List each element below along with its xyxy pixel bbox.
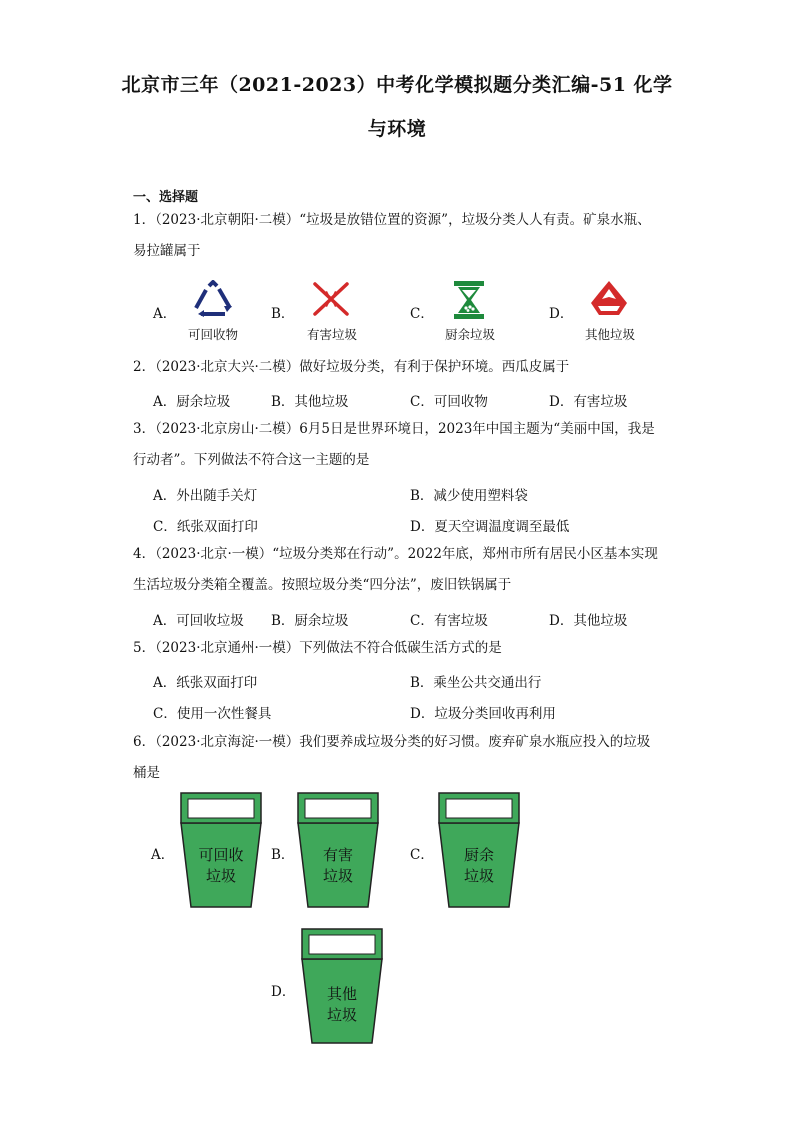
bin-c-label-1: 厨余 (463, 846, 494, 864)
bin-d-label-2: 垃圾 (326, 1006, 357, 1024)
q4-option-a: A．可回收垃圾 (153, 613, 244, 629)
question-4-stem (133, 539, 663, 601)
question-2-stem (133, 352, 663, 383)
q1-option-c-caption: 厨余垃圾 (444, 327, 495, 342)
q3-option-a: A．外出随手关灯 (153, 488, 258, 504)
bin-d-label-1: 其他 (326, 985, 357, 1003)
section-heading: 一、选择题 (133, 190, 199, 205)
q3-option-d: D．夏天空调温度调至最低 (410, 519, 570, 535)
q5-option-b: B．乘坐公共交通出行 (410, 675, 542, 691)
q1-option-d-letter: D． (549, 306, 574, 322)
question-5-line-1: 5．（2023·北京通州·一模）下列做法不符合低碳生活方式的是 (133, 640, 502, 656)
question-6-line-1: 6．（2023·北京海淀·一模）我们要养成垃圾分类的好习惯。废弃矿泉水瓶应投入的垃圾 (133, 734, 651, 750)
bin-b-label-1: 有害 (322, 846, 353, 864)
q1-option-c-letter: C． (410, 306, 434, 322)
question-3-line-1: 3．（2023·北京房山·二模）6月5日是世界环境日，2023年中国主题为“美丽中国，我是 (133, 421, 655, 437)
q6-option-b-letter: B． (271, 847, 295, 863)
question-3-stem (133, 414, 663, 476)
question-1-line-1: 1．（2023·北京朝阳·二模）“垃圾是放错位置的资源”，垃圾分类人人有责。矿泉水瓶、 (133, 212, 651, 228)
bin-c-label-2: 垃圾 (463, 867, 494, 885)
page-title-line-2: 与环境 (367, 118, 427, 140)
q1-option-b-caption: 有害垃圾 (306, 327, 357, 342)
bin-a-label-1: 可回收 (198, 846, 244, 864)
question-4-line-2: 生活垃圾分类箱全覆盖。按照垃圾分类“四分法”，废旧铁锅属于 (133, 577, 512, 593)
question-5-stem (133, 633, 663, 664)
q2-option-c: C．可回收物 (410, 394, 488, 410)
question-1-stem (133, 205, 663, 267)
question-6-line-2: 桶是 (133, 765, 160, 781)
q5-option-d: D．垃圾分类回收再利用 (410, 706, 556, 722)
q3-option-b: B．减少使用塑料袋 (410, 488, 528, 504)
hazard-cross-icon (311, 280, 351, 318)
q4-option-d: D．其他垃圾 (549, 613, 628, 629)
q1-option-d-caption: 其他垃圾 (584, 327, 635, 342)
question-2-line-1: 2．（2023·北京大兴·二模）做好垃圾分类，有利于保护环境。西瓜皮属于 (133, 359, 570, 375)
question-4-line-1: 4．（2023·北京·一模）“垃圾分类郑在行动”。2022年底，郑州市所有居民小区基本实现 (133, 546, 658, 562)
question-6-stem (133, 727, 663, 789)
hourglass-icon (452, 280, 486, 320)
q1-option-b-letter: B． (271, 306, 295, 322)
q3-option-c: C．纸张双面打印 (153, 519, 258, 535)
page-title-line-1: 北京市三年（2021-2023）中考化学模拟题分类汇编-51 化学 (121, 74, 673, 96)
other-waste-icon (589, 279, 629, 319)
bin-b-label-2: 垃圾 (322, 867, 353, 885)
q4-option-c: C．有害垃圾 (410, 613, 488, 629)
q5-option-a: A．纸张双面打印 (153, 675, 258, 691)
q4-option-b: B．厨余垃圾 (271, 613, 349, 629)
question-3-line-2: 行动者”。下列做法不符合这一主题的是 (133, 452, 370, 468)
q2-option-d: D．有害垃圾 (549, 394, 628, 410)
q5-option-c: C．使用一次性餐具 (153, 706, 272, 722)
q6-option-c-letter: C． (410, 847, 434, 863)
q6-option-d-letter: D． (271, 984, 296, 1000)
q6-option-a-letter: A． (151, 847, 175, 863)
q2-option-b: B．其他垃圾 (271, 394, 349, 410)
q1-option-a-caption: 可回收物 (187, 327, 238, 342)
question-1-line-2: 易拉罐属于 (133, 243, 201, 259)
recycle-icon (192, 280, 234, 318)
bin-a-label-2: 垃圾 (205, 867, 236, 885)
q1-option-a-letter: A． (153, 306, 177, 322)
q2-option-a: A．厨余垃圾 (153, 394, 231, 410)
